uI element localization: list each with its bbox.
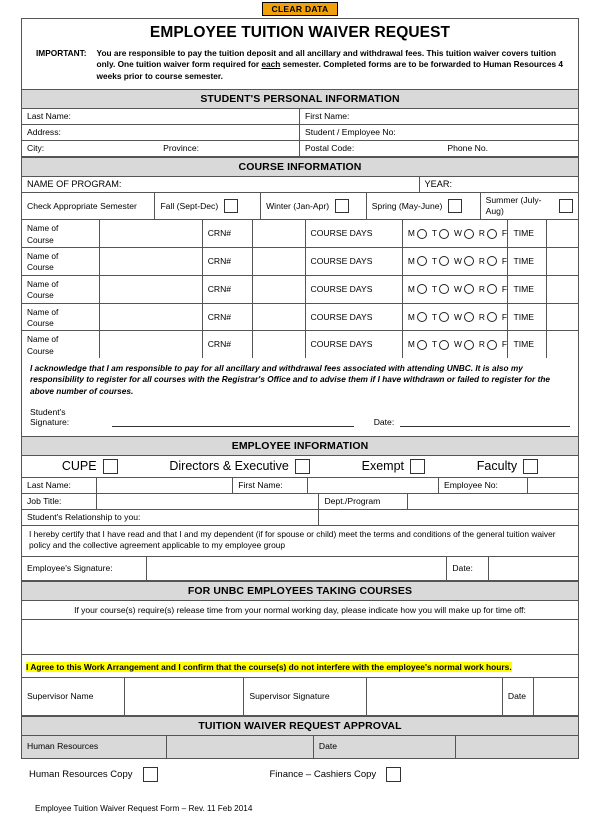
course-day-letter: T bbox=[431, 255, 437, 266]
work-arrangement-agree-text: I Agree to this Work Arrangement and I confirm that the course(s) do not interfere with the employee's normal work hours. bbox=[26, 661, 512, 672]
course-time-label: TIME bbox=[513, 228, 534, 239]
course-day-letter: F bbox=[501, 311, 508, 322]
course-days-radio-group bbox=[403, 248, 509, 275]
course-time-label-cell bbox=[508, 248, 547, 275]
employee-relationship-label-cell bbox=[22, 510, 319, 525]
course-row bbox=[22, 276, 578, 304]
semester-summer-checkbox[interactable] bbox=[559, 199, 573, 213]
course-name-label-cell bbox=[22, 248, 100, 275]
finance-copy-checkbox[interactable] bbox=[386, 767, 401, 782]
student-first-name-label: First Name: bbox=[305, 111, 350, 122]
course-days-radio-group bbox=[403, 276, 509, 303]
course-name-input[interactable] bbox=[100, 248, 203, 275]
course-day-letter: F bbox=[501, 255, 508, 266]
section-course-information: COURSE INFORMATION bbox=[22, 157, 578, 177]
course-row bbox=[22, 304, 578, 332]
student-postal-phone-cell[interactable] bbox=[300, 141, 578, 156]
employee-job-title-label: Job Title: bbox=[27, 495, 62, 506]
course-day-radio[interactable] bbox=[464, 312, 474, 322]
employee-group-exempt-checkbox[interactable] bbox=[410, 459, 425, 474]
supervisor-row bbox=[22, 678, 578, 716]
student-address-label: Address: bbox=[27, 127, 61, 138]
employee-group-cupe-label: CUPE bbox=[61, 459, 97, 474]
employee-first-name-label: First Name: bbox=[238, 479, 283, 490]
employee-signature-label: Employee's Signature: bbox=[27, 562, 113, 573]
semester-spring-label: Spring (May-June) bbox=[371, 200, 443, 211]
employee-no-input[interactable] bbox=[528, 478, 578, 493]
employee-group-cupe[interactable] bbox=[62, 459, 118, 474]
employee-group-faculty[interactable] bbox=[477, 459, 538, 474]
course-time-label: TIME bbox=[513, 255, 534, 266]
course-day-letter: F bbox=[501, 228, 508, 239]
course-crn-label: CRN# bbox=[207, 283, 232, 294]
course-days-label-cell bbox=[306, 276, 403, 303]
supervisor-name-label: Supervisor Name bbox=[27, 690, 94, 701]
supervisor-name-label-cell bbox=[22, 678, 125, 715]
course-time-input[interactable] bbox=[547, 220, 578, 247]
course-day-letter: R bbox=[478, 283, 485, 294]
employee-group-faculty-checkbox[interactable] bbox=[523, 459, 538, 474]
course-time-label-cell bbox=[508, 276, 547, 303]
release-time-question: If your course(s) require(s) release time from your normal working day, please indicate how you will make up for time off: bbox=[22, 601, 578, 620]
year-cell[interactable] bbox=[420, 177, 578, 192]
student-first-name-cell[interactable] bbox=[300, 109, 578, 124]
course-row bbox=[22, 248, 578, 276]
employee-signature-date-input[interactable] bbox=[489, 557, 578, 580]
supervisor-date-label-cell bbox=[503, 678, 534, 715]
course-name-input[interactable] bbox=[100, 220, 203, 247]
course-name-label-line2: Course bbox=[27, 290, 54, 301]
course-name-label: Name of bbox=[27, 278, 59, 289]
course-days-label-cell bbox=[306, 220, 403, 247]
student-signature-label: Student's Signature: bbox=[30, 406, 70, 427]
semester-fall-cell[interactable] bbox=[155, 193, 261, 219]
employee-job-row bbox=[22, 494, 578, 510]
course-day-letter: M bbox=[407, 311, 415, 322]
course-crn-label-cell bbox=[203, 276, 253, 303]
employee-group-cupe-checkbox[interactable] bbox=[103, 459, 118, 474]
course-day-letter: F bbox=[501, 283, 508, 294]
employee-dept-label: Dept./Program bbox=[324, 495, 381, 506]
important-notice bbox=[22, 47, 578, 89]
course-time-input[interactable] bbox=[547, 248, 578, 275]
employee-first-name-label-cell bbox=[233, 478, 308, 493]
employee-group-directors[interactable] bbox=[169, 459, 309, 474]
student-city-label: City: bbox=[27, 143, 45, 154]
course-time-input[interactable] bbox=[547, 276, 578, 303]
course-day-letter: M bbox=[407, 255, 415, 266]
approval-hr-input[interactable] bbox=[167, 736, 314, 758]
course-day-radio[interactable] bbox=[464, 229, 474, 239]
course-day-letter: M bbox=[407, 228, 415, 239]
course-day-radio[interactable] bbox=[417, 256, 427, 266]
course-day-radio[interactable] bbox=[464, 284, 474, 294]
course-time-label-cell bbox=[508, 331, 547, 358]
hr-copy-checkbox[interactable] bbox=[143, 767, 158, 782]
course-name-label: Name of bbox=[27, 306, 59, 317]
course-days-label: COURSE DAYS bbox=[310, 339, 373, 350]
course-day-radio[interactable] bbox=[464, 256, 474, 266]
course-day-letter: W bbox=[453, 228, 462, 239]
course-day-radio[interactable] bbox=[439, 340, 449, 350]
course-day-radio[interactable] bbox=[487, 256, 497, 266]
employee-name-row bbox=[22, 478, 578, 494]
semester-winter-label: Winter (Jan-Apr) bbox=[266, 200, 330, 211]
student-city-cell[interactable] bbox=[22, 141, 300, 156]
course-name-label-line2: Course bbox=[27, 318, 54, 329]
employee-group-exempt[interactable] bbox=[362, 459, 425, 474]
employee-group-exempt-label: Exempt bbox=[361, 459, 405, 474]
course-crn-label-cell bbox=[203, 304, 253, 331]
course-crn-input[interactable] bbox=[253, 220, 306, 247]
course-name-input[interactable] bbox=[100, 304, 203, 331]
course-day-radio[interactable] bbox=[487, 229, 497, 239]
course-days-label: COURSE DAYS bbox=[310, 255, 373, 266]
employee-dept-input[interactable] bbox=[408, 494, 578, 509]
employee-certify-row bbox=[22, 526, 578, 557]
section-employee-information: EMPLOYEE INFORMATION bbox=[22, 436, 578, 456]
student-employee-no-label: Student / Employee No: bbox=[305, 127, 396, 138]
employee-relationship-label: Student's Relationship to you: bbox=[27, 511, 141, 522]
section-tuition-waiver-request-approval: TUITION WAIVER REQUEST APPROVAL bbox=[22, 716, 578, 736]
course-day-radio[interactable] bbox=[487, 312, 497, 322]
course-day-letter: R bbox=[478, 228, 485, 239]
employee-group-directors-checkbox[interactable] bbox=[295, 459, 310, 474]
check-semester-label-cell bbox=[22, 193, 155, 219]
program-year-row bbox=[22, 177, 578, 193]
semester-fall-checkbox[interactable] bbox=[224, 199, 238, 213]
employee-last-name-label: Last Name: bbox=[27, 479, 71, 490]
course-crn-label-cell bbox=[203, 220, 253, 247]
course-time-label-cell bbox=[508, 220, 547, 247]
course-time-input[interactable] bbox=[547, 304, 578, 331]
course-crn-input[interactable] bbox=[253, 304, 306, 331]
student-phone-no-label: Phone No. bbox=[447, 143, 488, 154]
student-province-label: Province: bbox=[163, 143, 199, 154]
approval-date-label-cell bbox=[314, 736, 456, 758]
course-name-label-line2: Course bbox=[27, 234, 54, 245]
semester-spring-cell[interactable] bbox=[367, 193, 481, 219]
student-acknowledgment-text: I acknowledge that I am responsible to pay for all ancillary and withdrawal fees associated with attending UNBC. It is also my responsibility to register for all courses with the Registrar's Office and to advise them if I have withdrawn or failed to register for the above number of courses. bbox=[30, 363, 551, 396]
course-day-radio[interactable] bbox=[439, 312, 449, 322]
name-of-program-cell[interactable] bbox=[22, 177, 420, 192]
course-crn-label: CRN# bbox=[207, 339, 232, 350]
course-day-letter: W bbox=[453, 255, 462, 266]
course-row bbox=[22, 220, 578, 248]
approval-hr-label: Human Resources bbox=[27, 741, 99, 752]
semester-winter-cell[interactable] bbox=[261, 193, 367, 219]
course-day-radio[interactable] bbox=[439, 284, 449, 294]
semester-fall-label: Fall (Sept-Dec) bbox=[160, 200, 219, 211]
employee-signature-row bbox=[22, 557, 578, 581]
course-day-letter: T bbox=[431, 339, 437, 350]
employee-group-faculty-label: Faculty bbox=[476, 459, 518, 474]
employee-last-name-label-cell bbox=[22, 478, 97, 493]
course-name-label-cell bbox=[22, 276, 100, 303]
semester-summer-cell[interactable] bbox=[481, 193, 578, 219]
course-days-radio-group bbox=[403, 220, 509, 247]
course-days-radio-group bbox=[403, 304, 509, 331]
form-footer: Employee Tuition Waiver Request Form – Rev. 11 Feb 2014 bbox=[35, 803, 253, 813]
course-name-label-cell bbox=[22, 331, 100, 358]
course-days-label: COURSE DAYS bbox=[310, 283, 373, 294]
course-time-label: TIME bbox=[513, 283, 534, 294]
semester-selection-row bbox=[22, 193, 578, 220]
course-day-letter: R bbox=[478, 255, 485, 266]
course-day-letter: T bbox=[431, 228, 437, 239]
course-crn-label-cell bbox=[203, 248, 253, 275]
student-address-row bbox=[22, 125, 578, 141]
course-name-input[interactable] bbox=[100, 276, 203, 303]
approval-hr-label-cell bbox=[22, 736, 167, 758]
course-row bbox=[22, 331, 578, 358]
course-name-label-line2: Course bbox=[27, 262, 54, 273]
course-name-label: Name of bbox=[27, 251, 59, 262]
course-day-letter: T bbox=[431, 283, 437, 294]
course-day-radio[interactable] bbox=[439, 229, 449, 239]
course-day-letter: R bbox=[478, 339, 485, 350]
employee-relationship-row bbox=[22, 510, 578, 526]
work-arrangement-agree-row bbox=[22, 655, 578, 678]
supervisor-date-input[interactable] bbox=[534, 678, 578, 715]
course-day-radio[interactable] bbox=[464, 340, 474, 350]
employee-job-title-label-cell bbox=[22, 494, 97, 509]
student-last-name-label: Last Name: bbox=[27, 111, 71, 122]
important-text-underlined: each bbox=[261, 59, 281, 70]
course-day-letter: R bbox=[478, 311, 485, 322]
employee-signature-input[interactable] bbox=[147, 557, 447, 580]
student-signature-date-label: Date: bbox=[373, 416, 395, 427]
supervisor-signature-label-cell bbox=[244, 678, 366, 715]
important-text-part1: You are responsible to pay the tuition deposit and all ancillary and withdrawal fees. This tuition waiver covers tuition only. One tuition waiver form required for bbox=[96, 48, 557, 70]
supervisor-signature-input[interactable] bbox=[367, 678, 503, 715]
important-text-part2: semester. Completed forms are to be forwarded to Human Resources 4 weeks prior to course semester. bbox=[96, 59, 563, 81]
course-day-letter: M bbox=[407, 283, 415, 294]
student-address-cell[interactable] bbox=[22, 125, 300, 140]
course-days-label-cell bbox=[306, 248, 403, 275]
semester-spring-checkbox[interactable] bbox=[448, 199, 462, 213]
semester-winter-checkbox[interactable] bbox=[335, 199, 349, 213]
employee-signature-label-cell bbox=[22, 557, 147, 580]
student-employee-no-cell[interactable] bbox=[300, 125, 578, 140]
copies-row bbox=[21, 759, 579, 782]
release-time-answer-input[interactable] bbox=[22, 620, 578, 655]
course-days-radio-group bbox=[403, 331, 509, 358]
course-day-radio[interactable] bbox=[487, 284, 497, 294]
course-day-radio[interactable] bbox=[487, 340, 497, 350]
course-day-radio[interactable] bbox=[439, 256, 449, 266]
course-day-radio[interactable] bbox=[417, 340, 427, 350]
finance-copy-label: Finance – Cashiers Copy bbox=[269, 768, 377, 780]
employee-signature-date-label: Date: bbox=[452, 562, 473, 573]
employee-group-row bbox=[22, 456, 578, 478]
course-day-letter: M bbox=[407, 339, 415, 350]
approval-row bbox=[22, 736, 578, 758]
employee-signature-date-label-cell bbox=[447, 557, 489, 580]
course-crn-label: CRN# bbox=[207, 311, 232, 322]
student-city-row bbox=[22, 141, 578, 157]
name-of-program-label: NAME OF PROGRAM: bbox=[27, 179, 122, 190]
course-name-label-cell bbox=[22, 220, 100, 247]
check-semester-label: Check Appropriate Semester bbox=[27, 200, 137, 211]
important-label: IMPORTANT: bbox=[36, 48, 87, 58]
supervisor-signature-label: Supervisor Signature bbox=[249, 690, 330, 701]
course-days-label: COURSE DAYS bbox=[310, 311, 373, 322]
employee-certify-text: I hereby certify that I have read and that I and my dependent (if for spouse or child) meet the terms and conditions of the general tuition waiver policy and the collective agreement applicable to my employee group bbox=[29, 528, 556, 551]
course-crn-input[interactable] bbox=[253, 331, 306, 358]
section-unbc-employees-taking-courses: FOR UNBC EMPLOYEES TAKING COURSES bbox=[22, 581, 578, 601]
employee-group-directors-label: Directors & Executive bbox=[169, 459, 289, 474]
course-name-label-cell bbox=[22, 304, 100, 331]
supervisor-date-label: Date bbox=[507, 690, 527, 701]
page-title: EMPLOYEE TUITION WAIVER REQUEST bbox=[149, 24, 451, 41]
approval-date-input[interactable] bbox=[456, 736, 578, 758]
course-name-label: Name of bbox=[27, 223, 59, 234]
course-crn-label: CRN# bbox=[207, 255, 232, 266]
clear-data-toolbar bbox=[21, 0, 579, 18]
course-day-letter: W bbox=[453, 311, 462, 322]
course-crn-label: CRN# bbox=[207, 228, 232, 239]
important-text bbox=[97, 48, 568, 82]
student-signature-input[interactable] bbox=[112, 415, 354, 427]
employee-dept-label-cell bbox=[319, 494, 408, 509]
course-crn-input[interactable] bbox=[253, 248, 306, 275]
course-time-input[interactable] bbox=[547, 331, 578, 358]
employee-no-label: Employee No: bbox=[443, 479, 498, 490]
approval-date-label: Date bbox=[318, 741, 338, 752]
employee-no-label-cell bbox=[439, 478, 528, 493]
employee-job-title-input[interactable] bbox=[97, 494, 319, 509]
semester-summer-label: Summer (July-Aug) bbox=[485, 195, 542, 217]
course-day-letter: W bbox=[453, 339, 462, 350]
course-rows-container bbox=[22, 220, 578, 358]
employee-first-name-input[interactable] bbox=[308, 478, 439, 493]
course-days-label-cell bbox=[306, 304, 403, 331]
course-day-radio[interactable] bbox=[417, 284, 427, 294]
tuition-waiver-form bbox=[21, 18, 579, 759]
student-postal-code-label: Postal Code: bbox=[305, 143, 355, 154]
course-day-radio[interactable] bbox=[417, 229, 427, 239]
clear-data-button[interactable]: CLEAR DATA bbox=[262, 2, 339, 16]
year-label: YEAR: bbox=[424, 179, 453, 190]
course-time-label: TIME bbox=[513, 339, 534, 350]
course-time-label: TIME bbox=[513, 311, 534, 322]
course-day-letter: T bbox=[431, 311, 437, 322]
course-time-label-cell bbox=[508, 304, 547, 331]
hr-copy-label: Human Resources Copy bbox=[29, 768, 133, 780]
course-name-label-line2: Course bbox=[27, 345, 54, 356]
section-student-personal-information: STUDENT'S PERSONAL INFORMATION bbox=[22, 89, 578, 109]
course-day-letter: W bbox=[453, 283, 462, 294]
course-crn-input[interactable] bbox=[253, 276, 306, 303]
supervisor-name-input[interactable] bbox=[125, 678, 245, 715]
course-days-label-cell bbox=[306, 331, 403, 358]
student-signature-date-input[interactable] bbox=[400, 415, 570, 427]
course-days-label: COURSE DAYS bbox=[310, 228, 373, 239]
course-crn-label-cell bbox=[203, 331, 253, 358]
student-last-name-cell[interactable] bbox=[22, 109, 300, 124]
course-day-radio[interactable] bbox=[417, 312, 427, 322]
course-name-input[interactable] bbox=[100, 331, 203, 358]
employee-relationship-input[interactable] bbox=[319, 510, 578, 525]
course-day-letter: F bbox=[501, 339, 508, 350]
student-signature-row bbox=[22, 400, 578, 436]
student-name-row bbox=[22, 109, 578, 125]
employee-last-name-input[interactable] bbox=[97, 478, 233, 493]
course-name-label: Name of bbox=[27, 334, 59, 345]
